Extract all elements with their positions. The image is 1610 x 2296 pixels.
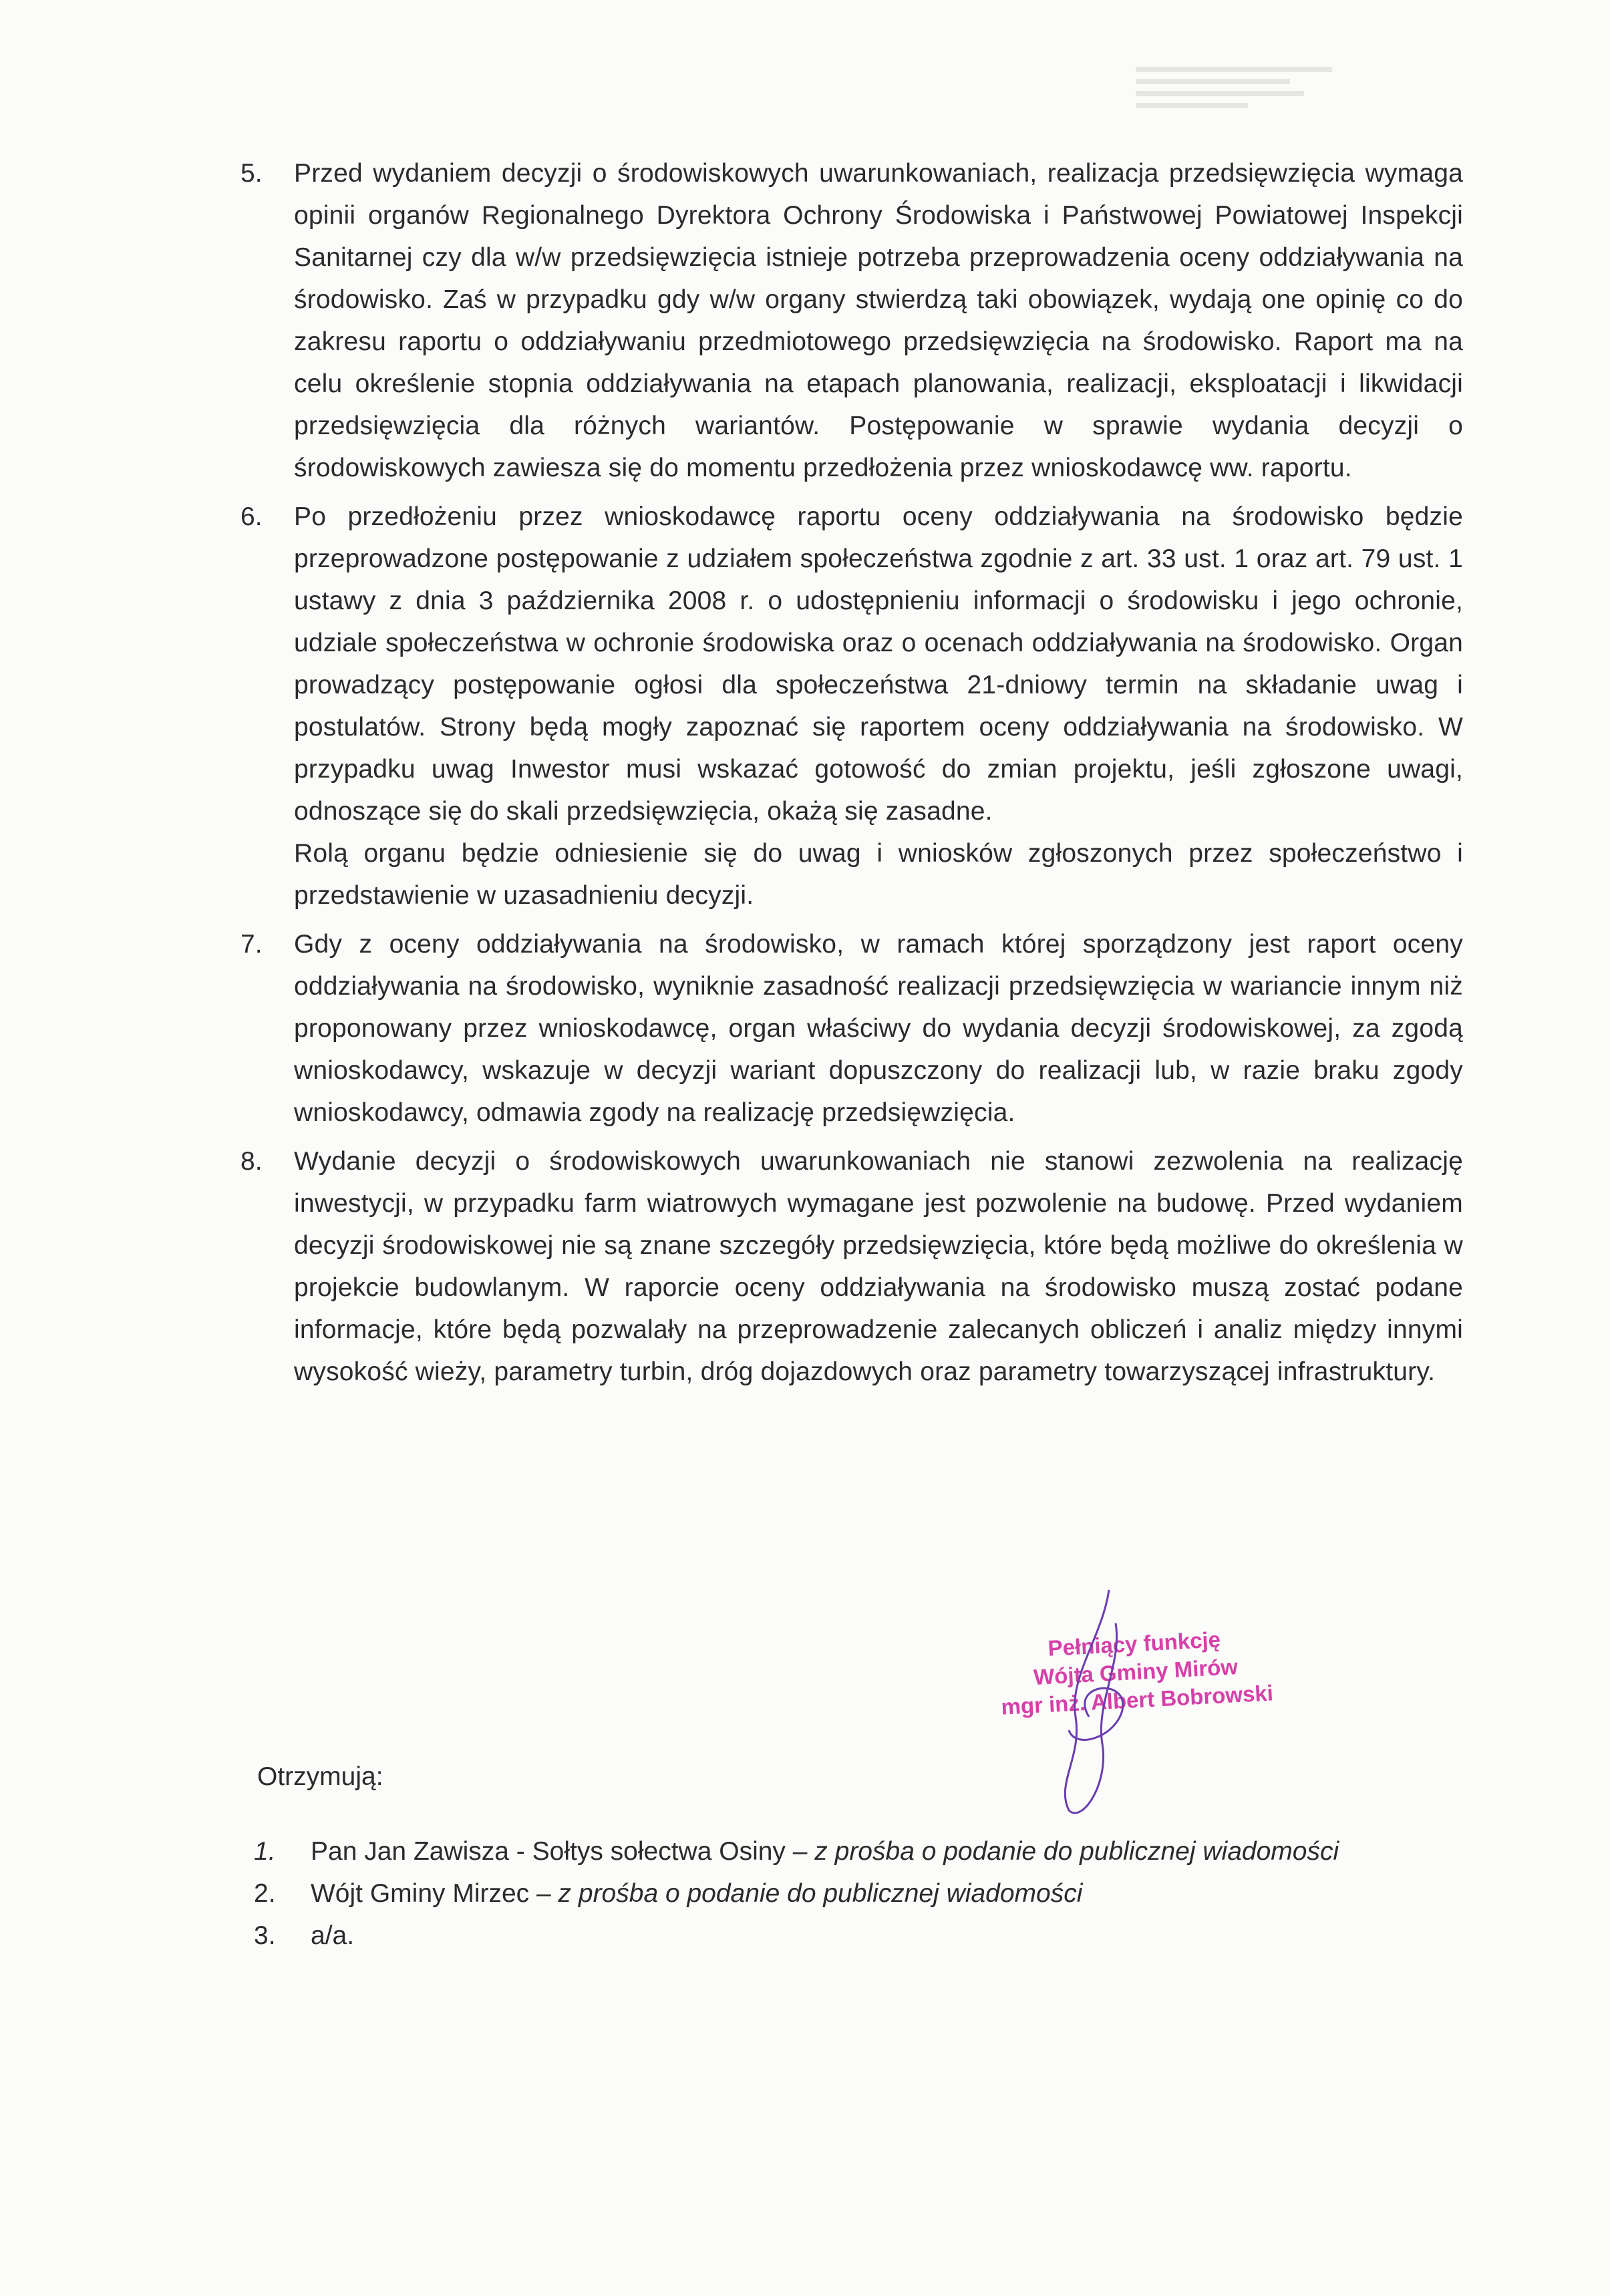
recipient-note: z prośba o podanie do publicznej wiadomości xyxy=(558,1879,1083,1908)
item-text: Przed wydaniem decyzji o środowiskowych uwarunkowaniach, realizacja przedsięwzięcia wymaga opinii organów Regionalnego Dyrektora Ochrony Środowiska i Państwowej Powiatowej Inspekcji Sanitarnej czy dla w/w przedsięwzięcia istnieje potrzeba przeprowadzenia oceny oddziaływania na środowisko. Zaś w przypadku gdy w/w organy stwierdzą taki obowiązek, wydają one opinię co do zakresu raportu o oddziaływaniu przedmiotowego przedsięwzięcia na środowisko. Raport ma na celu określenie stopnia oddziaływania na etapach planowania, realizacji, eksploatacji i likwidacji przedsięwzięcia dla różnych wariantów. Postępowanie w sprawie wydania decyzji o środowiskowych zawiesza się do momentu przedłożenia przez wnioskodawcę ww. raportu. xyxy=(294,159,1463,482)
recipient-number: 1. xyxy=(254,1837,276,1866)
item-text: Wydanie decyzji o środowiskowych uwarunkowaniach nie stanowi zezwolenia na realizację inwestycji, w przypadku farm wiatrowych wymagane jest pozwolenie na budowę. Przed wydaniem decyzji środowiskowej nie są znane szczegóły przedsięwzięcia, które będą możliwe do określenia w projekcie budowlanym. W raporcie oceny oddziaływania na środowisko muszą zostać podane informacje, które będą pozwalały na przeprowadzenie zalecanych obliczeń i analiz między innymi wysokość wieży, parametry turbin, dróg dojazdowych oraz parametry towarzyszącej infrastruktury. xyxy=(294,1147,1463,1386)
item-number: 5. xyxy=(240,159,263,188)
recipients-heading: Otrzymują: xyxy=(257,1762,383,1791)
stamp-line: mgr inż. Albert Bobrowski xyxy=(1000,1680,1274,1719)
numbered-points xyxy=(227,152,1463,1400)
item-number: 7. xyxy=(240,930,263,959)
recipient-text: a/a. xyxy=(311,1921,355,1950)
recipient-number: 3. xyxy=(254,1921,276,1950)
list-item xyxy=(227,1140,1463,1393)
stamp-line: Wójta Gminy Mirów xyxy=(1033,1654,1239,1689)
recipients-list xyxy=(254,1830,1456,1957)
list-item xyxy=(227,152,1463,489)
item-text: Gdy z oceny oddziaływania na środowisko, w ramach której sporządzony jest raport oceny oddziaływania na środowisko, wyniknie zasadność realizacji przedsięwzięcia w wariancie innym niż proponowany przez wnioskodawcę, organ właściwy do wydania decyzji środowiskowej, za zgodą wnioskodawcy, wskazuje w decyzji wariant dopuszczony do realizacji lub, w razie braku zgody wnioskodawcy, odmawia zgody na realizację przedsięwzięcia. xyxy=(294,930,1463,1127)
recipient-note: z prośba o podanie do publicznej wiadomości xyxy=(814,1837,1339,1866)
item-number: 6. xyxy=(240,502,263,531)
handwritten-signature xyxy=(1029,1583,1162,1824)
list-item xyxy=(227,923,1463,1134)
recipient-item xyxy=(254,1872,1456,1915)
stamp-line: Pełniący funkcję xyxy=(1047,1627,1221,1661)
recipient-text: Wójt Gminy Mirzec – xyxy=(311,1879,558,1908)
recipient-text: Pan Jan Zawisza - Sołtys sołectwa Osiny – xyxy=(311,1837,815,1866)
recipient-number: 2. xyxy=(254,1879,276,1908)
recipient-item xyxy=(254,1915,1456,1957)
item-number: 8. xyxy=(240,1147,263,1176)
list-item xyxy=(227,496,1463,917)
show-through-text xyxy=(1136,60,1416,167)
item-text: Po przedłożeniu przez wnioskodawcę raportu oceny oddziaływania na środowisko będzie przeprowadzone postępowanie z udziałem społeczeństwa zgodnie z art. 33 ust. 1 oraz art. 79 ust. 1 ustawy z dnia 3 października 2008 r. o udostępnieniu informacji o środowisku i jego ochronie, udziale społeczeństwa w ochronie środowiska oraz o ocenach oddziaływania na środowisko. Organ prowadzący postępowanie ogłosi dla społeczeństwa 21-dniowy termin na składanie uwag i postulatów. Strony będą mogły zapoznać się raportem oceny oddziaływania na środowisko. W przypadku uwag Inwestor musi wskazać gotowość do zmian projektu, jeśli zgłoszone uwagi, odnoszące się do skali przedsięwzięcia, okażą się zasadne. xyxy=(294,502,1463,826)
item-text-continued: Rolą organu będzie odniesienie się do uwag i wniosków zgłoszonych przez społeczeństwo i przedstawienie w uzasadnieniu decyzji. xyxy=(294,839,1463,910)
recipient-item xyxy=(254,1830,1456,1872)
